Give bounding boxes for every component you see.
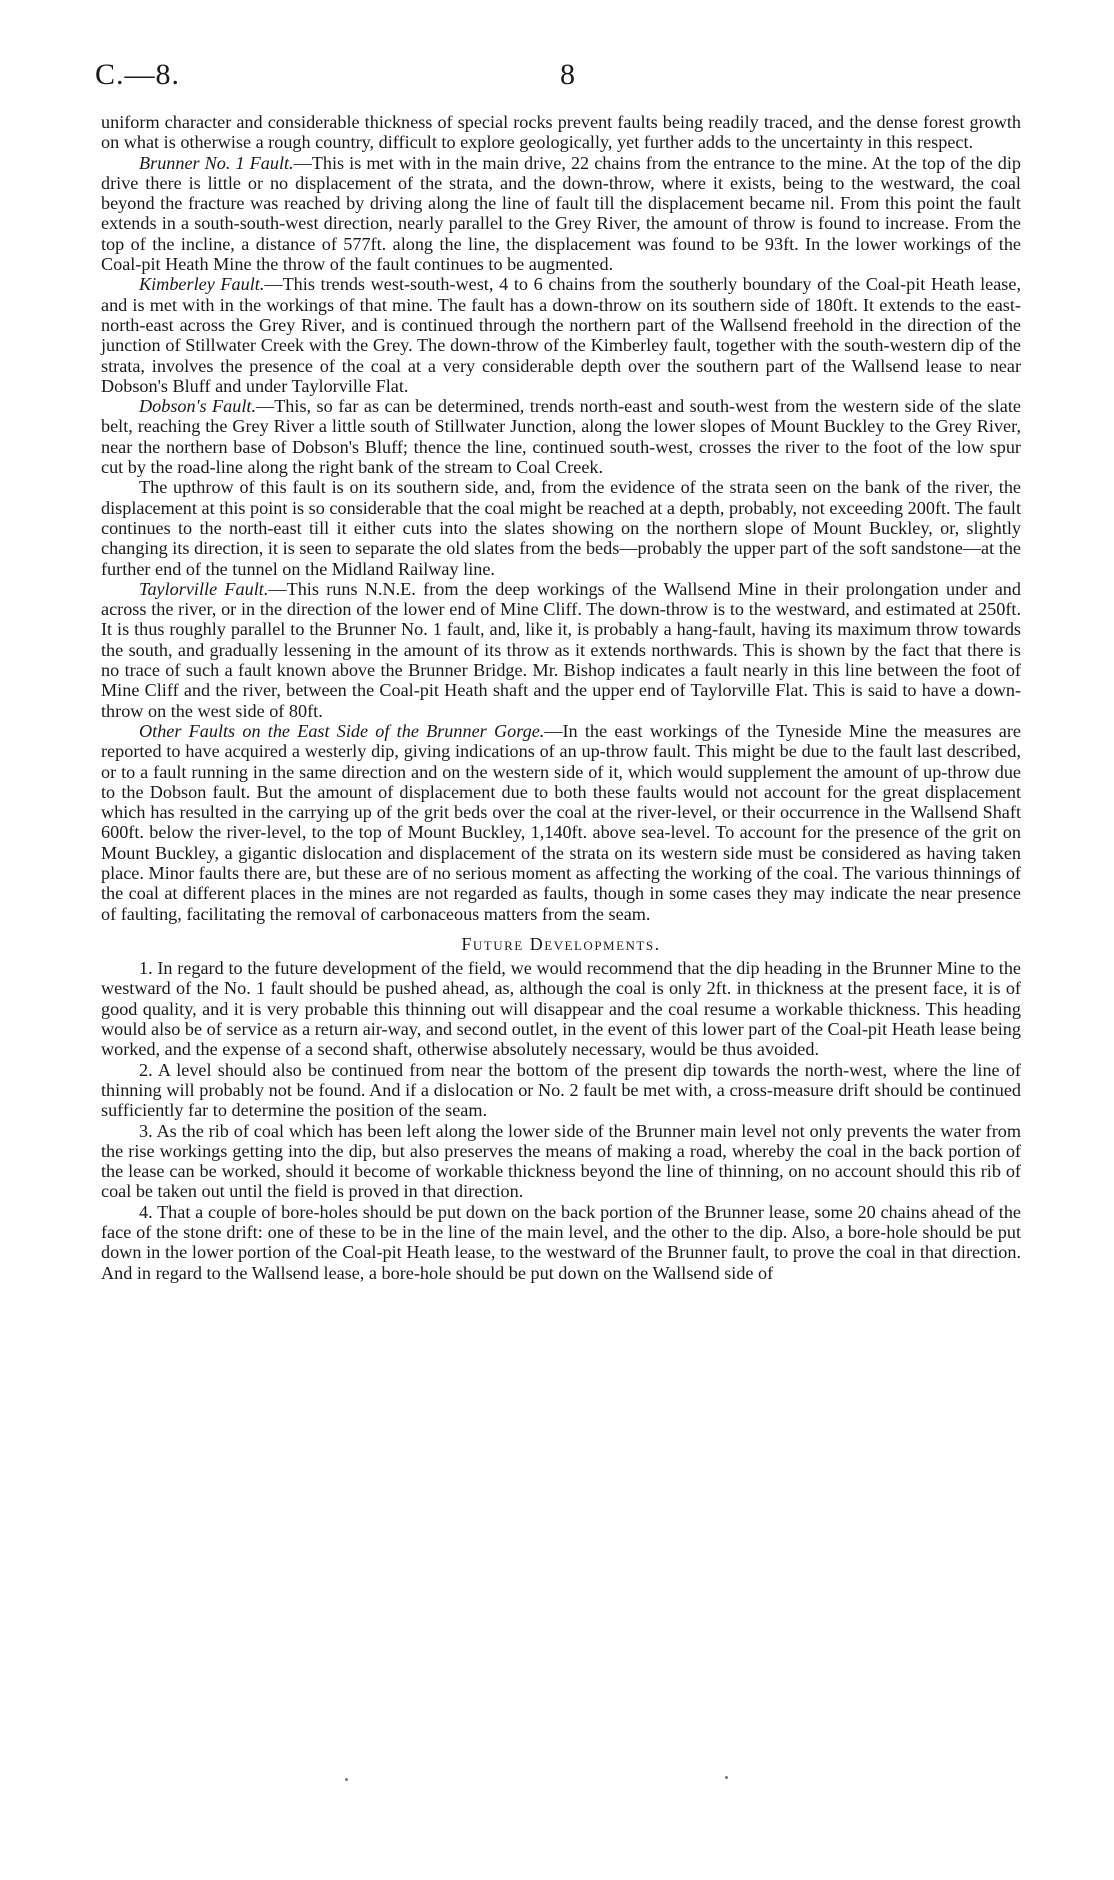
scan-speck: [725, 1776, 728, 1779]
paragraph-lead: Other Faults on the East Side of the Brunner Gorge.: [139, 720, 545, 741]
document-body: [101, 112, 1021, 1283]
paragraph-lead: Kimberley Fault.: [139, 274, 265, 295]
paragraph: [101, 153, 1021, 275]
page-number: 8: [560, 58, 575, 91]
scan-speck: [345, 1778, 348, 1781]
numbered-paragraph: 1. In regard to the future development of the field, we would recommend that the dip heading in the Brunner Mine to the westward of the No. 1 fault should be pushed ahead, as, although the coal is only 2ft. in thickness at the present face, it is of good quality, and it is very probable this thinning out will disappear and the coal resume a workable thickness. This heading would also be of service as a return air-way, and second outlet, in the event of this lower part of the Coal-pit Heath lease being worked, and the expense of a second shaft, otherwise absolutely necessary, would be thus avoided.: [101, 958, 1021, 1060]
paragraph: [101, 274, 1021, 396]
numbered-paragraph: 3. As the rib of coal which has been left along the lower side of the Brunner main level not only prevents the water from the rise workings getting into the dip, but also preserves the means of making a road, whereby the coal in the back portion of the lease can be worked, should it become of workable thickness beyond the line of thinning, on no account should this rib of coal be taken out until the field is proved in that direction.: [101, 1120, 1021, 1202]
paragraph-text: uniform character and considerable thickness of special rocks prevent faults being readily traced, and the dense forest growth on what is otherwise a rough country, difficult to explore geologically, yet further adds to the uncertainty in this respect.: [101, 112, 1021, 153]
paragraph-text: —This is met with in the main drive, 22 chains from the entrance to the mine. At the top of the dip drive there is little or no displacement of the strata, and the down-throw, where it exists, being to the westward, the coal beyond the fracture was reached by driving along the line of fault till the displacement became nil. From this point the fault extends in a south-south-west direction, nearly parallel to the Grey River, the amount of throw is found to increase. From the top of the incline, a distance of 577ft. along the line, the displacement was found to be 93ft. In the lower workings of the Coal-pit Heath Mine the throw of the fault continues to be augmented.: [101, 152, 1021, 275]
paragraph: [101, 721, 1021, 924]
paragraph-lead: Brunner No. 1 Fault.: [139, 152, 294, 173]
scan-marks: [0, 1778, 1114, 1798]
paragraph-text: —This runs N.N.E. from the deep workings of the Wallsend Mine in their prolongation under and across the river, or in the direction of the lower end of Mine Cliff. The down-throw is to the westward, and estimated at 250ft. It is thus roughly parallel to the Brunner No. 1 fault, and, like it, is probably a hang-fault, having its maximum throw towards the south, and gradually lessening in the amount of its throw as it extends northwards. This is shown by the fact that there is no trace of such a fault known above the Brunner Bridge. Mr. Bishop indicates a fault nearly in this line between the foot of Mine Cliff and the river, between the Coal-pit Heath shaft and the upper end of Taylorville Flat. This is said to have a down-throw on the west side of 80ft.: [101, 578, 1021, 721]
paragraph: [101, 112, 1021, 153]
paragraph: [101, 396, 1021, 477]
document-reference: C.—8.: [95, 58, 181, 91]
paragraph-lead: Taylorville Fault.: [139, 578, 269, 599]
page-header: [95, 58, 1019, 98]
numbered-paragraph: 4. That a couple of bore-holes should be put down on the back portion of the Brunner lease, some 20 chains ahead of the face of the stone drift: one of these to be in the line of the main level, and the other to the dip. Also, a bore-hole should be put down in the lower portion of the Coal-pit Heath lease, to the westward of the Brunner fault, to prove the coal in that direction. And in regard to the Wallsend lease, a bore-hole should be put down on the Wallsend side of: [101, 1201, 1021, 1283]
paragraph-text: The upthrow of this fault is on its southern side, and, from the evidence of the strata seen on the bank of the river, the displacement at this point is so considerable that the coal might be reached at a depth, probably, not exceeding 200ft. The fault continues to the north-east till it either cuts into the slates showing on the northern slope of Mount Buckley, or, slightly changing its direction, it is seen to separate the old slates from the beds—probably the upper part of the soft sandstone—at the further end of the tunnel on the Midland Railway line.: [101, 477, 1021, 579]
paragraph: [101, 477, 1021, 578]
paragraph-lead: Dobson's Fault.: [139, 396, 256, 417]
paragraph-text: —This, so far as can be determined, trends north-east and south-west from the western side of the slate belt, reaching the Grey River a little south of Stillwater Junction, along the lower slopes of Mount Buckley to the Grey River, near the northern base of Dobson's Bluff; thence the line, continued south-west, crosses the river to the foot of the low spur cut by the road-line along the right bank of the stream to Coal Creek.: [101, 396, 1021, 478]
paragraph-text: —This trends west-south-west, 4 to 6 chains from the southerly boundary of the Coal-pit Heath lease, and is met with in the workings of that mine. The fault has a down-throw on its southern side of 180ft. It extends to the east-north-east across the Grey River, and is continued through the northern part of the Wallsend freehold in the direction of the junction of Stillwater Creek with the Grey. The down-throw of the Kimberley fault, together with the south-western dip of the strata, involves the presence of the coal at a very considerable depth over the southern part of the Wallsend lease to near Dobson's Bluff and under Taylorville Flat.: [101, 274, 1021, 396]
paragraph: [101, 579, 1021, 721]
paragraph-text: —In the east workings of the Tyneside Mine the measures are reported to have acquired a westerly dip, giving indications of an up-throw fault. This might be due to the fault last described, or to a fault running in the same direction and on the western side of it, which would supplement the amount of up-throw due to the Dobson fault. But the amount of displacement due to both these faults would not account for the great displacement which has resulted in the carrying up of the grit beds over the coal at the river-level, or their occurrence in the Wallsend Shaft 600ft. below the river-level, to the top of Mount Buckley, 1,140ft. above sea-level. To account for the presence of the grit on Mount Buckley, a gigantic dislocation and displacement of the strata on its western side must be considered as having taken place. Minor faults there are, but these are of no serious moment as affecting the working of the coal. The various thinnings of the coal at different places in the mines are not regarded as faults, though in some cases they may indicate the near presence of faulting, facilitating the removal of carbonaceous matters from the seam.: [101, 720, 1021, 924]
numbered-paragraph: 2. A level should also be continued from near the bottom of the present dip towards the north-west, where the line of thinning will probably not be found. And if a dislocation or No. 2 fault be met with, a cross-measure drift should be continued sufficiently far to determine the position of the seam.: [101, 1059, 1021, 1121]
section-heading: Future Developments.: [461, 933, 661, 954]
